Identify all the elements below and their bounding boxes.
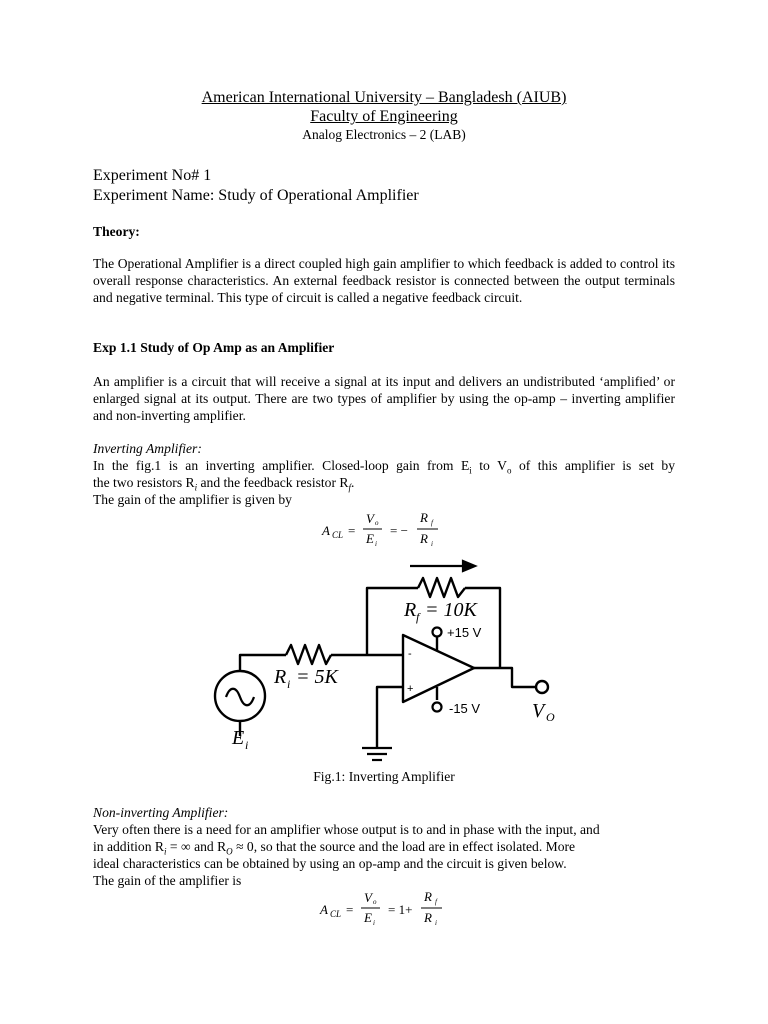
svg-text:R: R — [420, 510, 428, 525]
svg-text:-: - — [408, 648, 412, 660]
svg-text:f: f — [435, 898, 437, 906]
noninverting-line-3: ideal characteristics can be obtained by using an op-amp and the circuit is given below. — [93, 856, 567, 871]
inverting-line-2: the two resistors $R_i$ and the feedback resistor $R_f$. — [93, 475, 355, 493]
ground-symbol — [362, 748, 392, 760]
theory-heading: Theory: — [93, 224, 140, 239]
svg-text:i: i — [435, 919, 437, 927]
svg-text:+: + — [407, 683, 414, 695]
positive-supply-terminal — [433, 628, 442, 637]
exp11-heading: Exp 1.1 Study of Op Amp as an Amplifier — [93, 340, 335, 355]
svg-text:A: A — [322, 523, 330, 538]
svg-text:R: R — [424, 910, 432, 925]
svg-text:o: o — [375, 519, 379, 527]
course-name: Analog Electronics – 2 (LAB) — [302, 127, 466, 142]
svg-text:-15 V: -15 V — [449, 701, 481, 716]
exp11-paragraph: An amplifier is a circuit that will receive a signal at its input and delivers an undistributed ‘amplified’ or enlarged signal at its output. There are two types of amplifier by using the op-amp – inverting amplifier and non-inverting amplifier. — [93, 374, 675, 423]
svg-text:= 10K: = 10K — [425, 599, 477, 621]
inverting-line-1: In the fig.1 is an inverting amplifier. Closed-loop gain from $E_i$ to $V_o$ of this amplifier is set by — [93, 458, 675, 476]
svg-text:i: i — [287, 677, 291, 691]
svg-text:f: f — [431, 519, 433, 527]
svg-text:= 1+: = 1+ — [388, 902, 413, 917]
university-name: American International University – Bangladesh (AIUB) — [201, 89, 567, 106]
svg-text:R: R — [274, 666, 287, 688]
op-amp-symbol — [403, 635, 474, 702]
svg-text:= −: = − — [390, 523, 408, 538]
svg-text:CL: CL — [332, 530, 344, 540]
output-terminal — [536, 681, 548, 693]
noninverting-line-2: in addition $R_i$ = ∞ and $R_O \approx 0$, so that the source and the load are in effect isolated. More — [93, 839, 576, 857]
svg-text:= 5K: = 5K — [296, 666, 338, 688]
svg-text:A: A — [320, 902, 328, 917]
noninverting-line-1: Very often there is a need for an amplifier whose output is to and in phase with the input, and — [93, 822, 600, 837]
noninverting-gain-formula — [316, 884, 466, 932]
svg-text:i: i — [245, 738, 249, 752]
svg-text:i: i — [375, 540, 377, 548]
svg-text:E: E — [364, 910, 372, 925]
negative-supply-terminal — [433, 703, 442, 712]
svg-text:E: E — [232, 727, 245, 749]
svg-text:+15 V: +15 V — [447, 625, 482, 640]
svg-text:f: f — [416, 610, 420, 624]
inverting-gain-text: The gain of the amplifier is given by — [93, 492, 292, 507]
input-resistor — [286, 645, 331, 664]
svg-text:=: = — [348, 523, 356, 538]
svg-text:V: V — [366, 511, 374, 526]
experiment-number: Experiment No# 1 — [93, 167, 212, 184]
svg-text:R: R — [404, 599, 417, 621]
svg-text:V: V — [364, 890, 372, 905]
figure-caption: Fig.1: Inverting Amplifier — [313, 769, 455, 784]
experiment-name: Experiment Name: Study of Operational Amplifier — [93, 187, 419, 204]
svg-text:i: i — [373, 919, 375, 927]
faculty-name: Faculty of Engineering — [310, 108, 458, 125]
noninverting-heading: Non-inverting Amplifier: — [93, 805, 229, 820]
inverting-amplifier-circuit — [200, 555, 570, 770]
inverting-gain-formula — [318, 505, 458, 553]
svg-text:i: i — [431, 540, 433, 548]
svg-text:CL: CL — [330, 909, 342, 919]
noninverting-gain-text: The gain of the amplifier is — [93, 873, 242, 888]
svg-text:o: o — [373, 898, 377, 906]
svg-text:R: R — [424, 889, 432, 904]
theory-paragraph: The Operational Amplifier is a direct coupled high gain amplifier to which feedback is added to control its overall response characteristics. An external feedback resistor is connected between the output terminals and negative terminal. This type of circuit is called a negative feedback circuit. — [93, 256, 675, 305]
svg-text:=: = — [346, 902, 354, 917]
svg-text:O: O — [546, 710, 555, 724]
svg-text:V: V — [532, 700, 545, 722]
feedback-resistor — [418, 578, 465, 597]
current-arrow — [410, 561, 475, 571]
svg-text:E: E — [366, 531, 374, 546]
inverting-heading: Inverting Amplifier: — [93, 441, 202, 456]
svg-text:R: R — [420, 531, 428, 546]
